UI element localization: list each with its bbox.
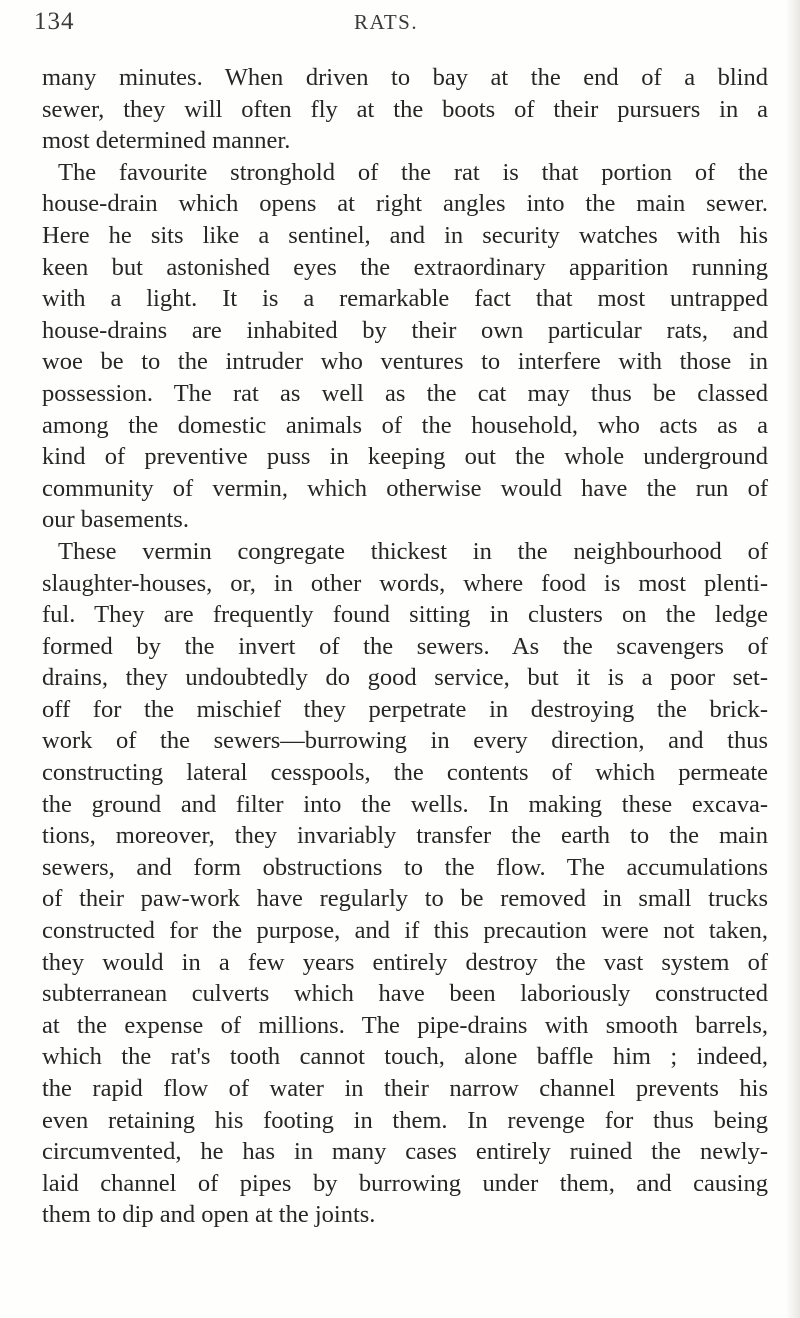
text-line: which the rat's tooth cannot touch, alone baffle him ; indeed, [42,1043,768,1071]
text-line: The favourite stronghold of the rat is that portion of the [58,158,768,186]
text-line: our basements. [42,506,189,534]
text-line: many minutes. When driven to bay at the end of a blind [42,64,768,91]
page-edge-shadow [786,0,800,1318]
text-line: woe be to the intruder who ventures to interfere with those in [42,348,768,376]
text-line: sewer, they will often fly at the boots of their pursuers in a [42,95,768,123]
running-head [0,6,800,46]
text-line: among the domestic animals of the household, who acts as a [42,411,768,439]
text-line: at the expense of millions. The pipe-drains with smooth barrels, [42,1011,768,1039]
text-line: keen but astonished eyes the extraordinary apparition running [42,253,768,281]
text-line: drains, they undoubtedly do good service, but it is a poor set- [42,664,768,692]
text-line: constructed for the purpose, and if this precaution were not taken, [42,917,768,945]
text-line: possession. The rat as well as the cat may thus be classed [42,379,768,407]
text-line: constructing lateral cesspools, the contents of which permeate [42,759,768,787]
page-number: 134 [34,8,75,35]
text-line: most determined manner. [42,127,291,155]
text-line: the ground and filter into the wells. In making these excava- [42,790,768,818]
text-line: they would in a few years entirely destroy the vast system of [42,948,768,976]
text-line: house-drains are inhabited by their own particular rats, and [42,316,768,344]
text-line: with a light. It is a remarkable fact that most untrapped [42,285,768,313]
text-line: subterranean culverts which have been laboriously constructed [42,980,768,1008]
text-line: kind of preventive puss in keeping out the whole underground [42,443,768,471]
text-line: of their paw-work have regularly to be removed in small trucks [42,885,768,913]
text-line: circumvented, he has in many cases entirely ruined the newly- [42,1138,768,1166]
body-text [42,62,768,1231]
text-line: work of the sewers—burrowing in every direction, and thus [42,727,768,755]
text-line: them to dip and open at the joints. [42,1201,376,1229]
text-line: the rapid flow of water in their narrow channel prevents his [42,1075,768,1102]
text-line: ful. They are frequently found sitting in clusters on the ledge [42,601,768,629]
text-line: slaughter-houses, or, in other words, where food is most plenti- [42,569,768,597]
text-line: These vermin congregate thickest in the neighbourhood of [58,537,768,565]
running-title: RATS. [354,10,419,34]
text-line: community of vermin, which otherwise would have the run of [42,474,768,502]
text-line: house-drain which opens at right angles into the main sewer. [42,190,768,218]
text-line: formed by the invert of the sewers. As the scavengers of [42,632,768,660]
text-line: tions, moreover, they invariably transfer the earth to the main [42,822,768,850]
text-line: even retaining his footing in them. In revenge for thus being [42,1106,768,1134]
text-line: sewers, and form obstructions to the flow. The accumulations [42,853,768,881]
text-line: laid channel of pipes by burrowing under them, and causing [42,1169,768,1197]
text-line: off for the mischief they perpetrate in destroying the brick- [42,695,768,723]
text-line: Here he sits like a sentinel, and in security watches with his [42,221,768,249]
